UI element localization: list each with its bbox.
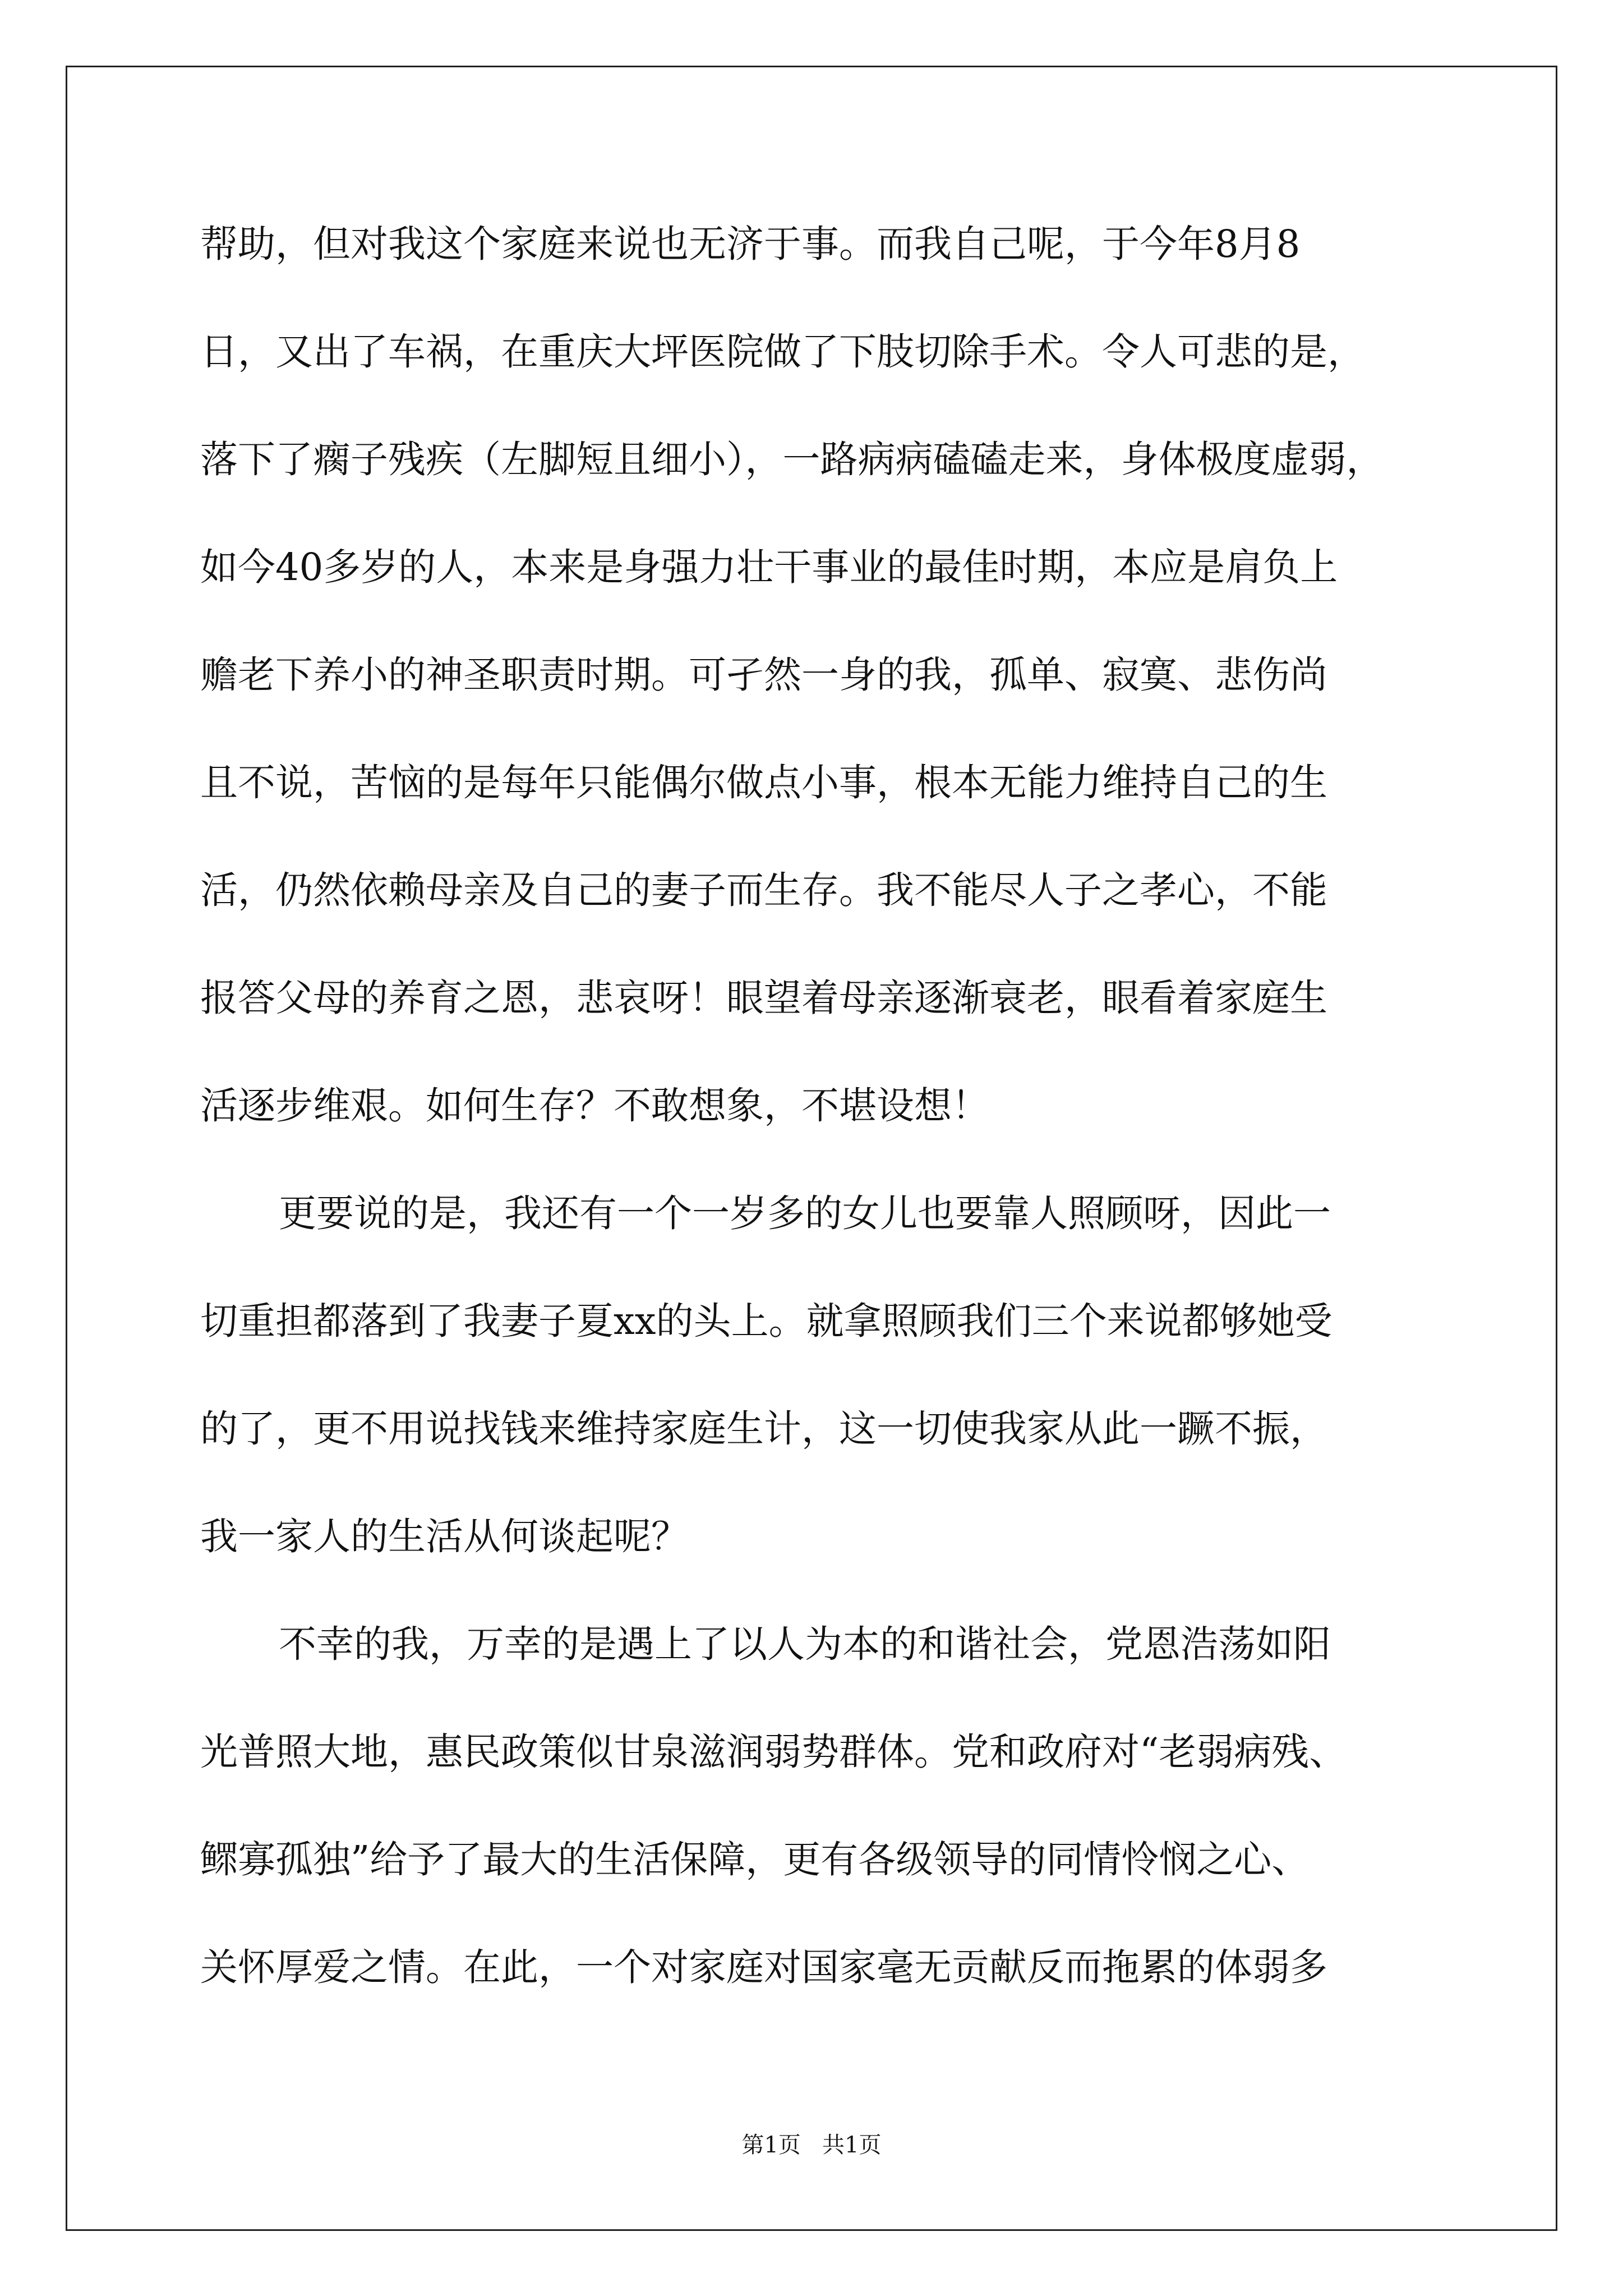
- body-line-2: 日，又出了车祸，在重庆大坪医院做了下肢切除手术。令人可悲的是，: [200, 330, 1365, 374]
- body-line-6: 且不说，苦恼的是每年只能偶尔做点小事，根本无能力维持自己的生: [200, 761, 1327, 804]
- body-line-1: 帮助，但对我这个家庭来说也无济于事。而我自己呢，于今年8月8: [200, 222, 1301, 266]
- body-line-11: 切重担都落到了我妻子夏xx的头上。就拿照顾我们三个来说都够她受: [200, 1299, 1332, 1343]
- body-line-16: 鳏寡孤独”给予了最大的生活保障，更有各级领导的同情怜悯之心、: [200, 1838, 1310, 1881]
- body-line-13: 我一家人的生活从何谈起呢？: [200, 1515, 689, 1558]
- body-line-12: 的了，更不用说找钱来维持家庭生计，这一切使我家从此一蹶不振，: [200, 1407, 1327, 1451]
- body-line-14: 不幸的我，万幸的是遇上了以人为本的和谐社会，党恩浩荡如阳: [279, 1622, 1331, 1666]
- body-line-8: 报答父母的养育之恩，悲哀呀！眼望着母亲逐渐衰老，眼看着家庭生: [200, 976, 1327, 1020]
- page-border: [66, 66, 1557, 2231]
- body-line-15: 光普照大地，惠民政策似甘泉滋润弱势群体。党和政府对“老弱病残、: [200, 1730, 1347, 1774]
- body-line-7: 活，仍然依赖母亲及自己的妻子而生存。我不能尽人子之孝心，不能: [200, 868, 1327, 912]
- body-line-10: 更要说的是，我还有一个一岁多的女儿也要靠人照顾呀，因此一: [279, 1191, 1331, 1235]
- body-line-3: 落下了瘸子残疾（左脚短且细小），一路病病磕磕走来，身体极度虚弱，: [200, 438, 1384, 481]
- body-line-9: 活逐步维艰。如何生存？不敢想象，不堪设想！: [200, 1084, 989, 1128]
- page-number-footer: 第1页 共1页: [741, 2132, 882, 2158]
- body-line-17: 关怀厚爱之情。在此，一个对家庭对国家毫无贡献反而拖累的体弱多: [200, 1945, 1327, 1989]
- body-line-4: 如今40多岁的人，本来是身强力壮干事业的最佳时期，本应是肩负上: [200, 545, 1338, 589]
- body-line-5: 赡老下养小的神圣职责时期。可孑然一身的我，孤单、寂寞、悲伤尚: [200, 653, 1327, 697]
